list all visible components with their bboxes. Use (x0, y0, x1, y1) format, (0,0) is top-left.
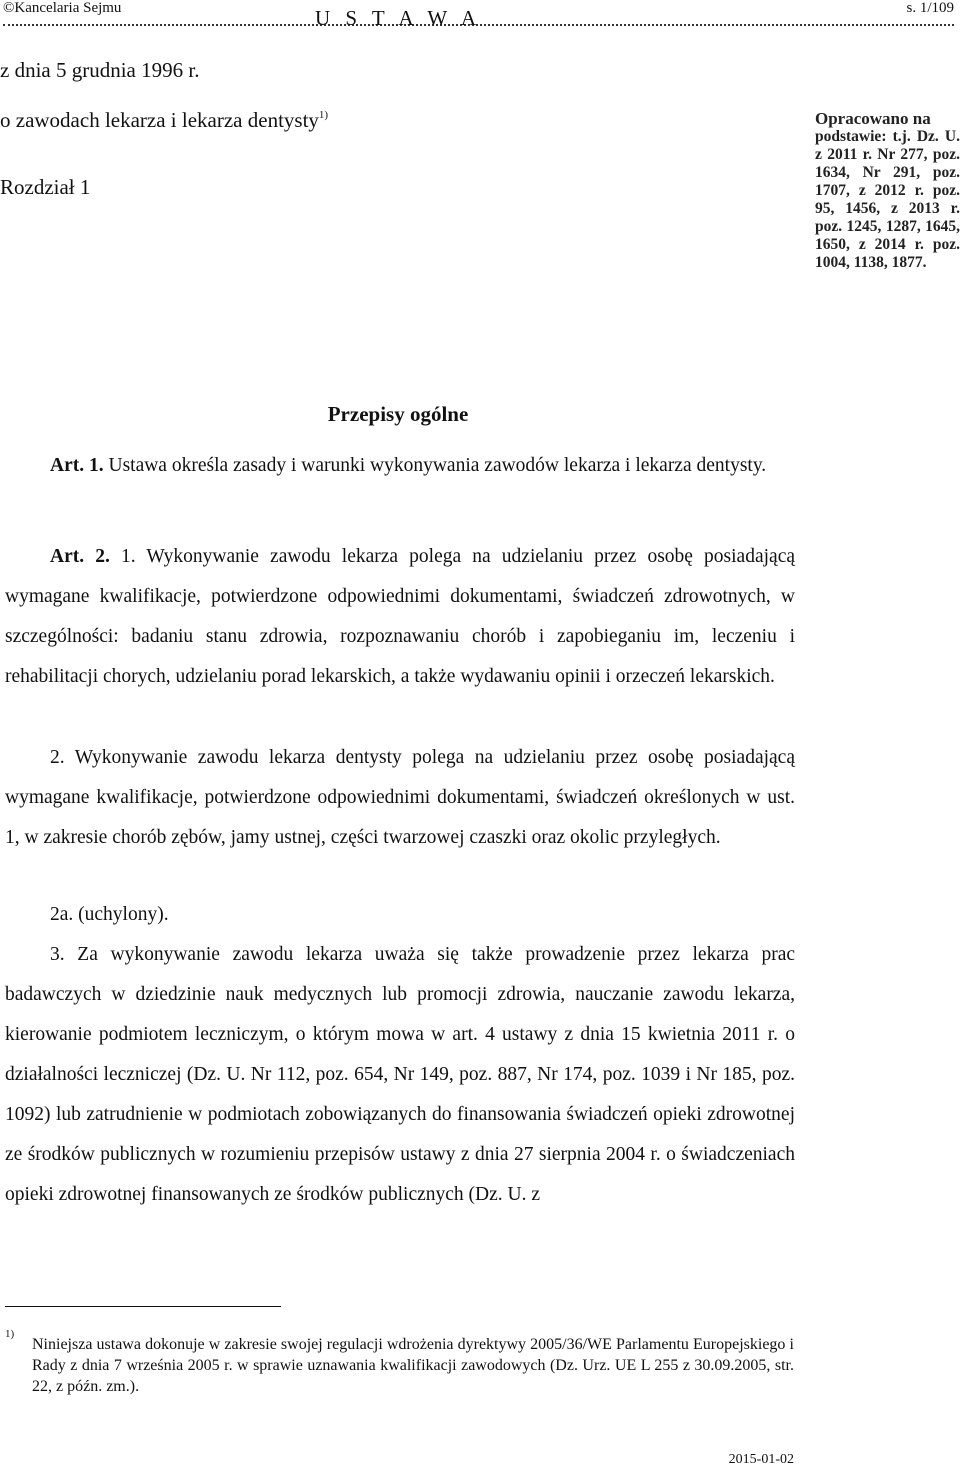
chapter-number: Rozdział 1 (0, 175, 91, 199)
article-2-paragraph-2a (5, 895, 795, 935)
publisher-label: ©Kancelaria Sejmu (3, 0, 122, 16)
source-sidenote (815, 110, 960, 272)
document-date: 2015-01-02 (728, 1452, 794, 1467)
article-2-p2-text: Wykonywanie zawodu lekarza dentysty polega na udzielaniu przez osobę posiadającą wymagane kwalifikacje, potwierdzone odpowiednimi dokumentami, świadczeń określonych w ust. 1, w zakresie chorób zębów, jamy ustnej, części twarzowej czaszki oraz okolic przyległych. (5, 747, 795, 848)
article-1-label: Art. 1. (50, 455, 104, 476)
footnote-ref[interactable]: 1) (318, 109, 329, 121)
page-number: s. 1/109 (906, 0, 954, 16)
article-1-text: Ustawa określa zasady i warunki wykonywania zawodów lekarza i lekarza dentysty. (108, 455, 767, 476)
chapter-heading: Przepisy ogólne (327, 402, 469, 426)
article-2-p2a-text: 2a. (uchylony). (50, 904, 169, 925)
article-2-p3-number: 3. (50, 944, 65, 965)
footnote-divider (5, 1306, 281, 1307)
article-2-p1-number: 1. (120, 546, 136, 567)
act-date: z dnia 5 grudnia 1996 r. (0, 58, 200, 82)
sidenote-body: podstawie: t.j. Dz. U. z 2011 r. Nr 277, poz. 1634, Nr 291, poz. 1707, z 2012 r. poz. 95, 1456, z 2013 r. poz. 1245, 1287, 1645, 1650, z 2014 r. poz. 1004, 1138, 1877. (815, 128, 960, 271)
article-2-label: Art. 2. (50, 546, 110, 567)
article-2-paragraph-2 (5, 738, 795, 858)
article-1 (5, 446, 795, 486)
act-type-title: U S T A W A (314, 6, 482, 30)
footnote-mark: 1) (5, 1328, 15, 1340)
act-subject-text: o zawodach lekarza i lekarza dentysty (0, 108, 319, 132)
act-subject (0, 108, 796, 133)
article-2-paragraph-3 (5, 935, 795, 1215)
article-2-p3-text: Za wykonywanie zawodu lekarza uważa się także prowadzenie przez lekarza prac badawczych w dziedzinie nauk medycznych lub promocji zdrowia, nauczanie zawodu lekarza, kierowanie podmiotem leczniczym, o którym mowa w art. 4 ustawy z dnia 15 kwietnia 2011 r. o działalności leczniczej (Dz. U. Nr 112, poz. 654, Nr 149, poz. 887, Nr 174, poz. 1039 i Nr 185, poz. 1092) lub zatrudnienie w podmiotach zobowiązanych do finansowania świadczeń opieki zdrowotnej ze środków publicznych w rozumieniu przepisów ustawy z dnia 27 sierpnia 2004 r. o świadczeniach opieki zdrowotnej finansowanych ze środków publicznych (Dz. U. z (5, 944, 796, 1205)
article-2-p1-text: Wykonywanie zawodu lekarza polega na udzielaniu przez osobę posiadającą wymagane kwalifikacje, potwierdzone odpowiednimi dokumentami, świadczeń zdrowotnych, w szczególności: badaniu stanu zdrowia, rozpoznawaniu chorób i zapobieganiu im, leczeniu i rehabilitacji chorych, udzielaniu porad lekarskich, a także wydawaniu opinii i orzeczeń lekarskich. (5, 546, 796, 687)
footnote-text: Niniejsza ustawa dokonuje w zakresie swojej regulacji wdrożenia dyrektywy 2005/36/WE Parlamentu Europejskiego i Rady z dnia 7 września 2005 r. w sprawie uznawania kwalifikacji zawodowych (Dz. Urz. UE L 255 z 30.09.2005, str. 22, z późn. zm.). (32, 1336, 794, 1395)
title-lines (0, 0, 796, 360)
article-2-paragraph-1 (5, 537, 795, 697)
article-2-p2-number: 2. (50, 747, 65, 768)
sidenote-head: Opracowano na (815, 109, 931, 128)
